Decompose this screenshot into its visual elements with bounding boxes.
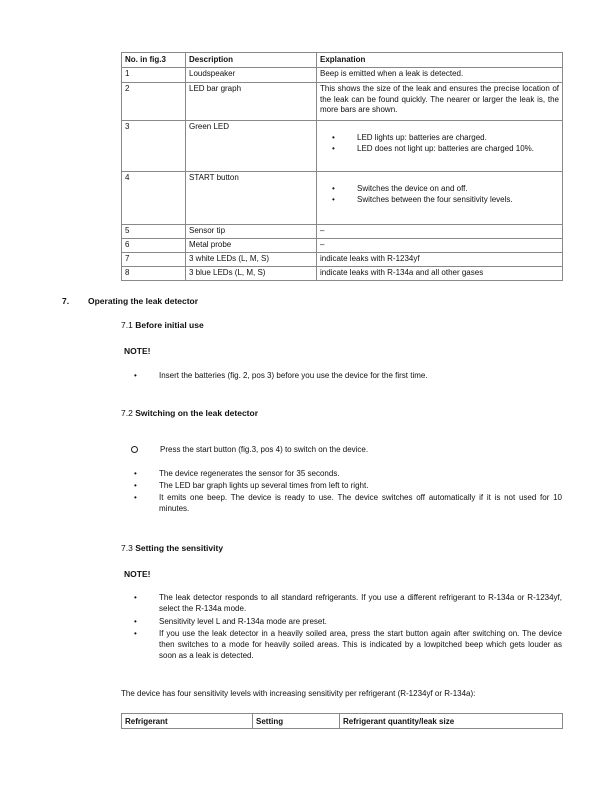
cell-number: 8 xyxy=(122,267,186,281)
subsection-heading xyxy=(121,320,204,330)
subsection-title: Switching on the leak detector xyxy=(135,408,259,418)
table-header-row xyxy=(122,714,563,729)
bullet-list xyxy=(320,184,559,205)
bullet-icon: • xyxy=(134,469,137,478)
cell-explanation: indicate leaks with R-134a and all other gases xyxy=(317,267,563,281)
bullet-icon: • xyxy=(332,194,335,204)
section-title: Operating the leak detector xyxy=(88,296,199,306)
cell-explanation: – xyxy=(317,239,563,253)
note-label: NOTE! xyxy=(124,346,151,356)
list-item-text: Switches between the four sensitivity levels. xyxy=(357,194,513,204)
subsection-number: 7.3 xyxy=(121,543,133,553)
header-cell: Explanation xyxy=(317,53,563,68)
sensitivity-table xyxy=(121,713,563,729)
cell-description: START button xyxy=(186,172,317,225)
bullet-icon: • xyxy=(134,493,137,502)
body-paragraph: The device has four sensitivity levels with increasing sensitivity per refrigerant (R-1234yf or R-134a): xyxy=(121,689,476,698)
list-item xyxy=(134,370,562,381)
list-item-text: It emits one beep. The device is ready to use. The device switches off automatically if it is not used for 10 minutes. xyxy=(159,493,562,513)
cell-explanation xyxy=(317,121,563,172)
list-item-text: LED lights up: batteries are charged. xyxy=(357,133,487,142)
header-cell: Refrigerant quantity/leak size xyxy=(340,714,563,729)
subsection-title: Setting the sensitivity xyxy=(135,543,224,553)
header-cell: Description xyxy=(186,53,317,68)
subsection-heading xyxy=(121,408,258,418)
list-item xyxy=(134,592,562,614)
list-item xyxy=(320,144,559,155)
cell-explanation: Beep is emitted when a leak is detected. xyxy=(317,68,563,83)
list-item xyxy=(320,184,559,195)
bullet-icon: • xyxy=(134,629,137,638)
cell-description: Metal probe xyxy=(186,239,317,253)
list-item xyxy=(320,133,559,144)
subsection-title: Before initial use xyxy=(135,320,204,330)
list-item-text: The LED bar graph lights up several times from left to right. xyxy=(159,481,369,490)
cell-explanation xyxy=(317,172,563,225)
bullet-icon: • xyxy=(134,481,137,490)
bullet-icon: • xyxy=(134,617,137,626)
bullet-icon: • xyxy=(332,133,335,142)
table-row xyxy=(122,239,563,253)
table-row xyxy=(122,83,563,121)
list-item-text: Insert the batteries (fig. 2, pos 3) before you use the device for the first time. xyxy=(159,371,428,380)
bullet-icon: • xyxy=(134,371,137,380)
list-item-text: Switches the device on and off. xyxy=(357,184,468,193)
parts-table xyxy=(121,52,563,281)
table-row xyxy=(122,172,563,225)
subsection-number: 7.2 xyxy=(121,408,133,418)
cell-number: 2 xyxy=(122,83,186,121)
table-header-row xyxy=(122,53,563,68)
cell-description: LED bar graph xyxy=(186,83,317,121)
subsection-heading xyxy=(121,543,223,553)
bullet-list xyxy=(320,133,559,154)
cell-description: 3 blue LEDs (L, M, S) xyxy=(186,267,317,281)
bullet-icon: • xyxy=(332,143,335,153)
cell-number: 1 xyxy=(122,68,186,83)
header-cell: No. in fig.3 xyxy=(122,53,186,68)
cell-description: 3 white LEDs (L, M, S) xyxy=(186,253,317,267)
cell-explanation: indicate leaks with R-1234yf xyxy=(317,253,563,267)
cell-explanation: – xyxy=(317,225,563,239)
note-label: NOTE! xyxy=(124,569,151,579)
list-item xyxy=(320,195,559,206)
bullet-icon: • xyxy=(134,593,137,602)
table-row xyxy=(122,225,563,239)
cell-description: Green LED xyxy=(186,121,317,172)
header-cell: Setting xyxy=(253,714,340,729)
cell-description: Loudspeaker xyxy=(186,68,317,83)
cell-number: 3 xyxy=(122,121,186,172)
table-row xyxy=(122,68,563,83)
bullet-icon: • xyxy=(332,184,335,193)
list-item xyxy=(134,492,562,514)
list-item-text: LED does not light up: batteries are charged 10%. xyxy=(357,143,534,153)
cell-number: 7 xyxy=(122,253,186,267)
list-item xyxy=(134,468,562,479)
table-row xyxy=(122,267,563,281)
step-text: Press the start button (fig.3, pos 4) to switch on the device. xyxy=(160,445,369,454)
list-item-text: The device regenerates the sensor for 35 seconds. xyxy=(159,469,340,478)
cell-description: Sensor tip xyxy=(186,225,317,239)
circle-bullet-icon xyxy=(131,446,138,453)
list-item-text: If you use the leak detector in a heavily soiled area, press the start button again after switching on. The device then switches to a mode for heavily soiled areas. This is indicated by a lowpitched beep which gets louder as soon as a leak is detected. xyxy=(159,629,562,660)
header-cell: Refrigerant xyxy=(122,714,253,729)
table-row xyxy=(122,121,563,172)
list-item xyxy=(134,616,562,627)
table-row xyxy=(122,253,563,267)
cell-explanation: This shows the size of the leak and ensures the precise location of the leak can be found quickly. The nearer or larger the leak is, the more bars are shown. xyxy=(317,83,563,121)
list-item xyxy=(134,628,562,661)
cell-number: 5 xyxy=(122,225,186,239)
cell-number: 4 xyxy=(122,172,186,225)
list-item-text: Sensitivity level L and R-134a mode are preset. xyxy=(159,617,327,626)
list-item-text: The leak detector responds to all standard refrigerants. If you use a different refrigerant to R-134a or R-1234yf, select the R-134a mode. xyxy=(159,593,562,613)
section-number: 7. xyxy=(62,296,70,306)
subsection-number: 7.1 xyxy=(121,320,133,330)
list-item xyxy=(134,480,562,491)
cell-number: 6 xyxy=(122,239,186,253)
